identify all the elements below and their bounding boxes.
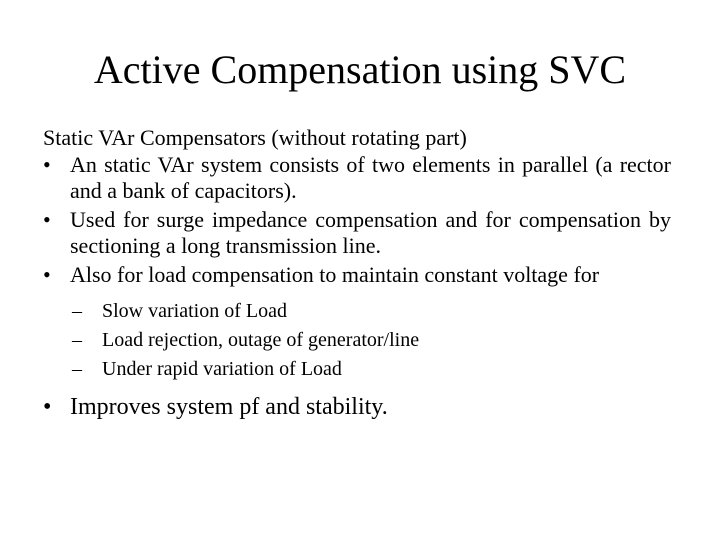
bullet-marker: •	[43, 152, 51, 177]
sub-bullet-marker: –	[72, 329, 82, 351]
bullet-text: Also for load compensation to maintain constant voltage for	[70, 262, 600, 287]
bullet-item	[43, 262, 671, 288]
sub-bullet-text: Load rejection, outage of generator/line	[102, 329, 420, 351]
sub-bullet-item	[72, 355, 671, 384]
final-bullet-text: Improves system pf and stability.	[70, 394, 388, 420]
sub-bullet-text: Slow variation of Load	[102, 300, 287, 322]
sub-bullet-item	[72, 297, 671, 326]
bullet-item	[43, 207, 671, 259]
bullet-marker: •	[43, 262, 51, 287]
bullet-marker: •	[43, 207, 51, 232]
intro-line: Static VAr Compensators (without rotating part)	[43, 125, 467, 150]
final-bullet-item	[43, 392, 671, 422]
slide-body	[43, 123, 671, 422]
sub-bullet-marker: –	[72, 358, 82, 380]
sub-bullet-list	[43, 297, 671, 384]
bullet-text: Used for surge impedance compensation and for compensation by sectioning a long transmission line.	[70, 207, 671, 258]
sub-bullet-text: Under rapid variation of Load	[102, 358, 342, 380]
bullet-marker: •	[43, 394, 52, 420]
bullet-item	[43, 152, 671, 204]
sub-bullet-item	[72, 326, 671, 355]
sub-bullet-marker: –	[72, 300, 82, 322]
bullet-text: An static VAr system consists of two elements in parallel (a rector and a bank of capacitors).	[70, 152, 671, 203]
slide-title: Active Compensation using SVC	[93, 47, 627, 92]
